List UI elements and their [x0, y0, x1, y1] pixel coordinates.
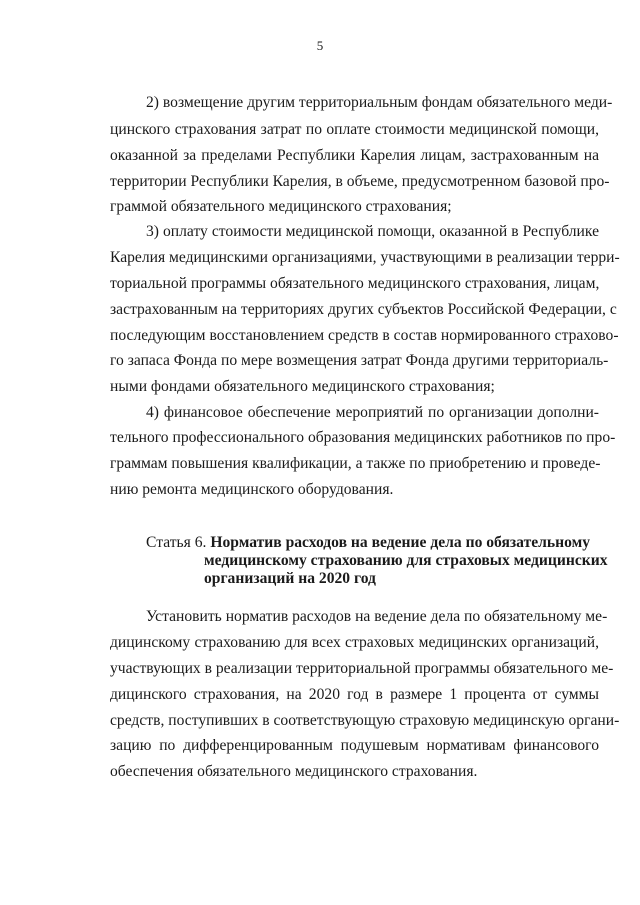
article-body-line-1: Установить норматив расходов на ведение дела по обязательному ме- [146, 608, 608, 625]
paragraph-3-line-7: ными фондами обязательного медицинского страхования; [110, 378, 495, 395]
article-prefix: Статья 6. [146, 534, 207, 551]
paragraph-3-line-3: ториальной программы обязательного медицинского страхования, лицам, [110, 275, 600, 292]
paragraph-4-line-2: тельного профессионального образования медицинских работников по про- [110, 429, 616, 446]
article-title-line-2: медицинскому страхованию для страховых медицинских [204, 552, 608, 569]
article-heading [146, 534, 590, 552]
article-body-line-3: участвующих в реализации территориальной программы обязательного ме- [110, 660, 614, 677]
article-body-line-2: дицинскому страхованию для всех страховых медицинских организаций, [110, 634, 599, 651]
paragraph-3-line-6: го запаса Фонда по мере возмещения затрат Фонда другими территориаль- [110, 352, 609, 369]
paragraph-3-line-5: последующим восстановлением средств в состав нормированного страхово- [110, 327, 619, 344]
paragraph-4-line-1: 4) финансовое обеспечение мероприятий по организации дополни- [146, 404, 599, 421]
article-title-line-1: Норматив расходов на ведение дела по обязательному [210, 534, 591, 551]
paragraph-2-line-2: цинского страхования затрат по оплате стоимости медицинской помощи, [110, 121, 599, 138]
paragraph-4-line-4: нию ремонта медицинского оборудования. [110, 481, 394, 498]
article-body-line-4: дицинского страхования, на 2020 год в размере 1 процента от суммы [110, 686, 599, 703]
paragraph-2-line-3: оказанной за пределами Республики Карелия лицам, застрахованным на [110, 147, 599, 164]
paragraph-2-line-1: 2) возмещение другим территориальным фондам обязательного меди- [146, 94, 613, 111]
paragraph-2-line-4: территории Республики Карелия, в объеме, предусмотренном базовой про- [110, 173, 610, 190]
paragraph-2-line-5: граммой обязательного медицинского страхования; [110, 198, 452, 215]
page-number: 5 [316, 38, 324, 53]
article-body-line-5: средств, поступивших в соответствующую страховую медицинскую органи- [110, 712, 620, 729]
article-title-line-3: организаций на 2020 год [204, 570, 376, 587]
article-body-line-6: зацию по дифференцированным подушевым нормативам финансового [110, 737, 599, 754]
paragraph-3-line-1: 3) оплату стоимости медицинской помощи, оказанной в Республике [146, 223, 599, 240]
paragraph-4-line-3: граммам повышения квалификации, а также по приобретению и проведе- [110, 455, 601, 472]
paragraph-3-line-4: застрахованным на территориях других субъектов Российской Федерации, с [110, 301, 617, 318]
paragraph-3-line-2: Карелия медицинскими организациями, участвующими в реализации терри- [110, 249, 620, 266]
article-body-line-7: обеспечения обязательного медицинского страхования. [110, 763, 478, 780]
